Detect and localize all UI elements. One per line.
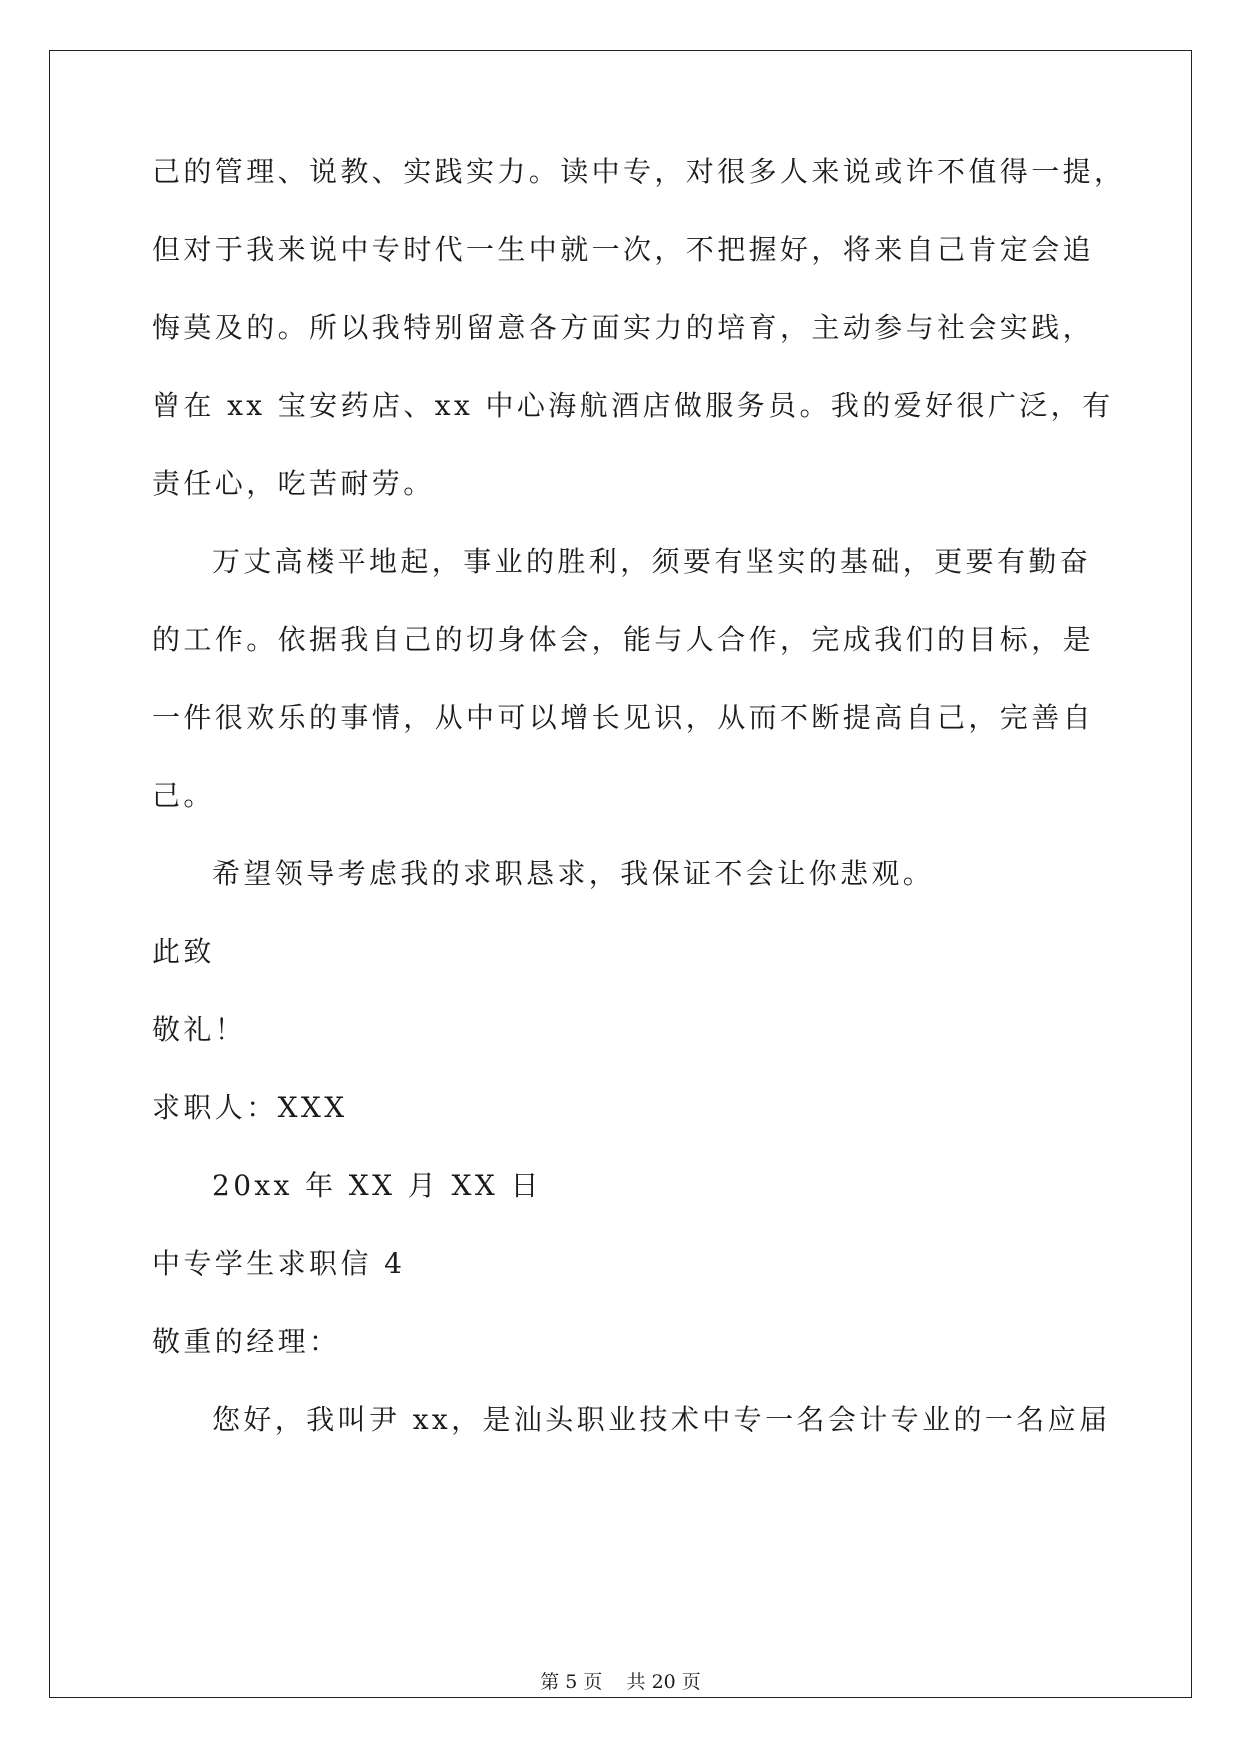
body-line: 万丈高楼平地起，事业的胜利，须要有坚实的基础，更要有勤奋 <box>212 545 1092 578</box>
body-line: 一件很欢乐的事情，从中可以增长见识，从而不断提高自己，完善自 <box>152 701 1095 734</box>
closing-line: 此致 <box>152 935 215 968</box>
closing-line: 敬礼！ <box>152 1013 247 1046</box>
date-line: 20xx 年 XX 月 XX 日 <box>212 1169 542 1202</box>
body-line: 希望领导考虑我的求职恳求，我保证不会让你悲观。 <box>212 857 935 890</box>
body-line: 但对于我来说中专时代一生中就一次，不把握好，将来自己肯定会追 <box>152 233 1095 266</box>
page-footer: 第 5 页 共 20 页 <box>540 1671 701 1693</box>
body-line: 的工作。依据我自己的切身体会，能与人合作，完成我们的目标，是 <box>152 623 1095 656</box>
body-line: 您好，我叫尹 xx，是汕头职业技术中专一名会计专业的一名应届 <box>212 1403 1111 1436</box>
body-line: 曾在 xx 宝安药店、xx 中心海航酒店做服务员。我的爱好很广泛，有 <box>152 389 1114 422</box>
section-title: 中专学生求职信 4 <box>152 1247 406 1280</box>
body-line: 己的管理、说教、实践实力。读中专，对很多人来说或许不值得一提， <box>152 155 1126 188</box>
signature-line: 求职人：XXX <box>152 1091 348 1124</box>
body-line: 悔莫及的。所以我特别留意各方面实力的培育，主动参与社会实践， <box>152 311 1095 344</box>
body-line: 责任心，吃苦耐劳。 <box>152 467 435 500</box>
salutation-line: 敬重的经理： <box>152 1325 341 1358</box>
body-line: 己。 <box>152 779 215 812</box>
